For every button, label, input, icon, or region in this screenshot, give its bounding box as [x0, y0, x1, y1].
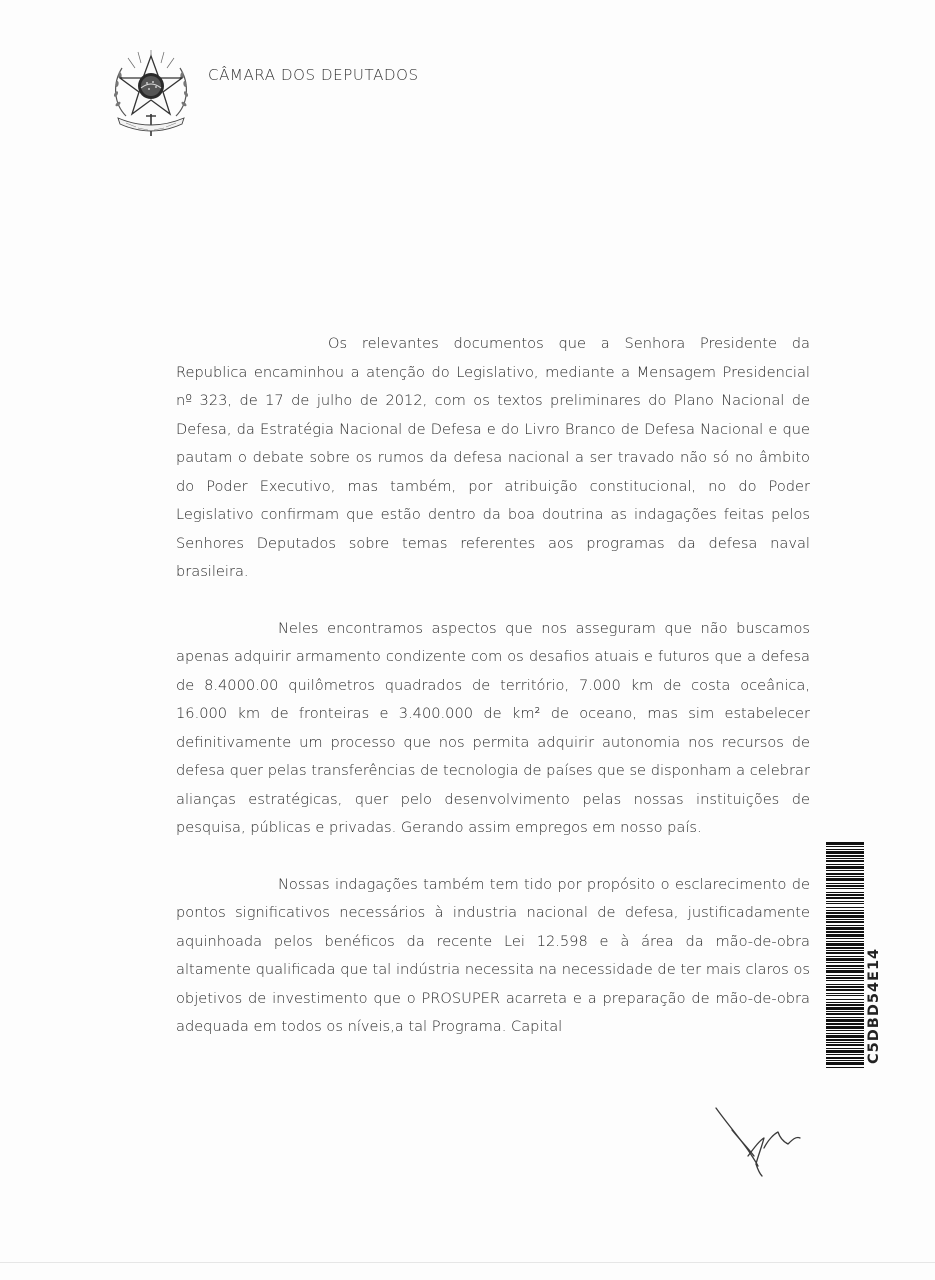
barcode-bar	[826, 931, 864, 933]
handwritten-signature	[712, 1104, 812, 1184]
letterhead	[108, 46, 419, 142]
barcode-bar	[826, 1039, 864, 1041]
barcode-bar	[826, 883, 864, 884]
barcode	[826, 842, 864, 1068]
barcode-bar	[826, 876, 864, 877]
barcode-bar	[826, 1067, 864, 1068]
barcode-bar	[826, 941, 864, 942]
barcode-bar	[826, 846, 864, 847]
barcode-bar	[826, 1013, 864, 1015]
barcode-bar	[826, 903, 864, 904]
barcode-bar	[826, 1048, 864, 1049]
barcode-bar	[826, 958, 864, 961]
barcode-bar	[826, 984, 864, 985]
barcode-bar	[826, 919, 864, 920]
barcode-bar	[826, 907, 864, 908]
barcode-bar	[826, 1007, 864, 1010]
barcode-bar	[826, 950, 864, 951]
barcode-bar	[826, 866, 864, 869]
barcode-bar	[826, 915, 864, 918]
barcode-bar	[826, 892, 864, 893]
barcode-bar	[826, 993, 864, 994]
barcode-bar	[826, 1023, 864, 1025]
barcode-bar	[826, 1017, 864, 1018]
barcode-bar	[826, 1033, 864, 1034]
barcode-bar	[826, 901, 864, 902]
barcode-bar	[826, 975, 864, 976]
barcode-bar	[826, 934, 864, 937]
barcode-bar	[826, 1002, 864, 1003]
barcode-bar	[826, 956, 864, 957]
barcode-bar	[826, 1026, 864, 1029]
barcode-bar	[826, 864, 864, 865]
barcode-bar	[826, 885, 864, 887]
barcode-bar	[826, 888, 864, 889]
barcode-bar	[826, 878, 864, 881]
barcode-bar	[826, 999, 864, 1000]
barcode-bar	[826, 995, 864, 996]
barcode-bar	[826, 970, 864, 973]
barcode-bar	[826, 921, 864, 923]
paragraph-1: Os relevantes documentos que a Senhora Presidente da Republica encaminhou a atenção do Legislativo, mediante a Mensagem Presidencial nº 323, de 17 de julho de 2012, com os textos preliminares do Plano Nacional de Defesa, da Estratégia Nacional de Defesa e do Livro Branco de Defesa Nacional e que pautam o debate sobre os rumos da defesa nacional a ser travado não só no âmbito do Poder Executivo, mas também, por atribuição constitucional, no do Poder Legislativo confirmam que estão dentro da boa doutrina as indagações feitas pelos Senhores Deputados sobre temas referentes aos programas da defesa naval brasileira.	[176, 335, 810, 580]
brazil-coat-of-arms-icon	[108, 46, 194, 142]
barcode-bar	[826, 912, 864, 914]
barcode-bar	[826, 968, 864, 969]
barcode-bar	[826, 894, 864, 896]
barcode-bar	[826, 947, 864, 949]
barcode-bar	[826, 965, 864, 967]
barcode-bar	[826, 1042, 864, 1043]
barcode-bar	[826, 1057, 864, 1059]
barcode-bar	[826, 855, 864, 857]
barcode-bar	[826, 952, 864, 954]
barcode-bar	[826, 1035, 864, 1038]
barcode-bar	[826, 851, 864, 854]
barcode-bar	[826, 842, 864, 845]
barcode-bar	[826, 1011, 864, 1012]
barcode-bar	[826, 1004, 864, 1006]
barcode-bar	[826, 849, 864, 850]
barcode-bar	[826, 977, 864, 979]
barcode-bar	[826, 870, 864, 871]
barcode-bar	[826, 980, 864, 981]
barcode-bar	[826, 1060, 864, 1061]
barcode-bar	[826, 989, 864, 991]
barcode-bar	[826, 1062, 864, 1065]
barcode-bar	[826, 897, 864, 899]
barcode-bar	[826, 1044, 864, 1046]
barcode-bar	[826, 1050, 864, 1053]
institution-name: CÂMARA DOS DEPUTADOS	[208, 66, 419, 84]
barcode-bar	[826, 1019, 864, 1022]
barcode-bar	[826, 858, 864, 859]
barcode-bar	[826, 1054, 864, 1055]
barcode-bar	[826, 1030, 864, 1031]
page-bottom-edge	[0, 1262, 935, 1263]
barcode-bar	[826, 925, 864, 926]
barcode-bar	[826, 860, 864, 862]
barcode-bar	[826, 927, 864, 930]
barcode-bar	[826, 943, 864, 946]
document-body	[176, 330, 810, 1042]
barcode-bar	[826, 986, 864, 988]
barcode-code: C5DBD54E14	[866, 947, 882, 1064]
paragraph-3: Nossas indagações também tem tido por propósito o esclarecimento de pontos significativos necessários à industria nacional de defesa, justificadamente aquinhoada pelos benéficos da recente Lei 12.598 e à área da mão-de-obra altamente qualificada que tal indústria necessita na necessidade de ter mais claros os objetivos de investimento que o PROSUPER acarreta e a preparação de mão-de-obra adequada em todos os níveis,a tal Programa. Capital	[176, 875, 810, 1035]
barcode-bar	[826, 910, 864, 911]
barcode-bar	[826, 962, 864, 963]
barcode-bar	[826, 873, 864, 875]
paragraph-2: Neles encontramos aspectos que nos asseguram que não buscamos apenas adquirir armamento condizente com os desafios atuais e futuros que a defesa de 8.4000.00 quilômetros quadrados de território, 7.000 km de costa oceânica, 16.000 km de fronteiras e 3.400.000 de km² de oceano, mas sim estabelecer definitivamente um processo que nos permita adquirir autonomia nos recursos de defesa quer pelas transferências de tecnologia de países que se disponham a celebrar alianças estratégicas, quer pelo desenvolvimento pelas nossas instituições de pesquisa, públicas e privadas. Gerando assim empregos em nosso país.	[176, 619, 810, 836]
barcode-bar	[826, 938, 864, 939]
